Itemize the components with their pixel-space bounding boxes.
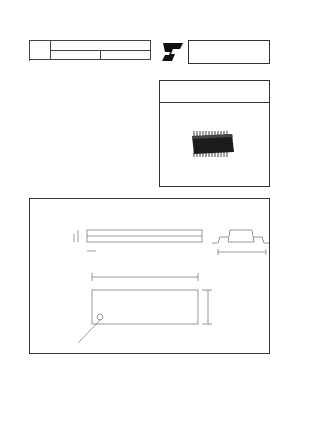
inch-header <box>101 50 151 60</box>
ref-header <box>30 41 51 60</box>
mechanical-drawing-box <box>29 198 270 354</box>
st-logo-icon <box>159 40 187 64</box>
header-title-box <box>188 40 270 64</box>
dimensions-table <box>29 40 151 60</box>
mm-header <box>51 50 101 60</box>
package-outline-drawing <box>30 199 269 353</box>
ssop24-chip-image <box>186 127 242 161</box>
st-logo <box>159 40 187 64</box>
dimensions-caption <box>51 41 151 51</box>
package-info-box <box>159 80 270 187</box>
